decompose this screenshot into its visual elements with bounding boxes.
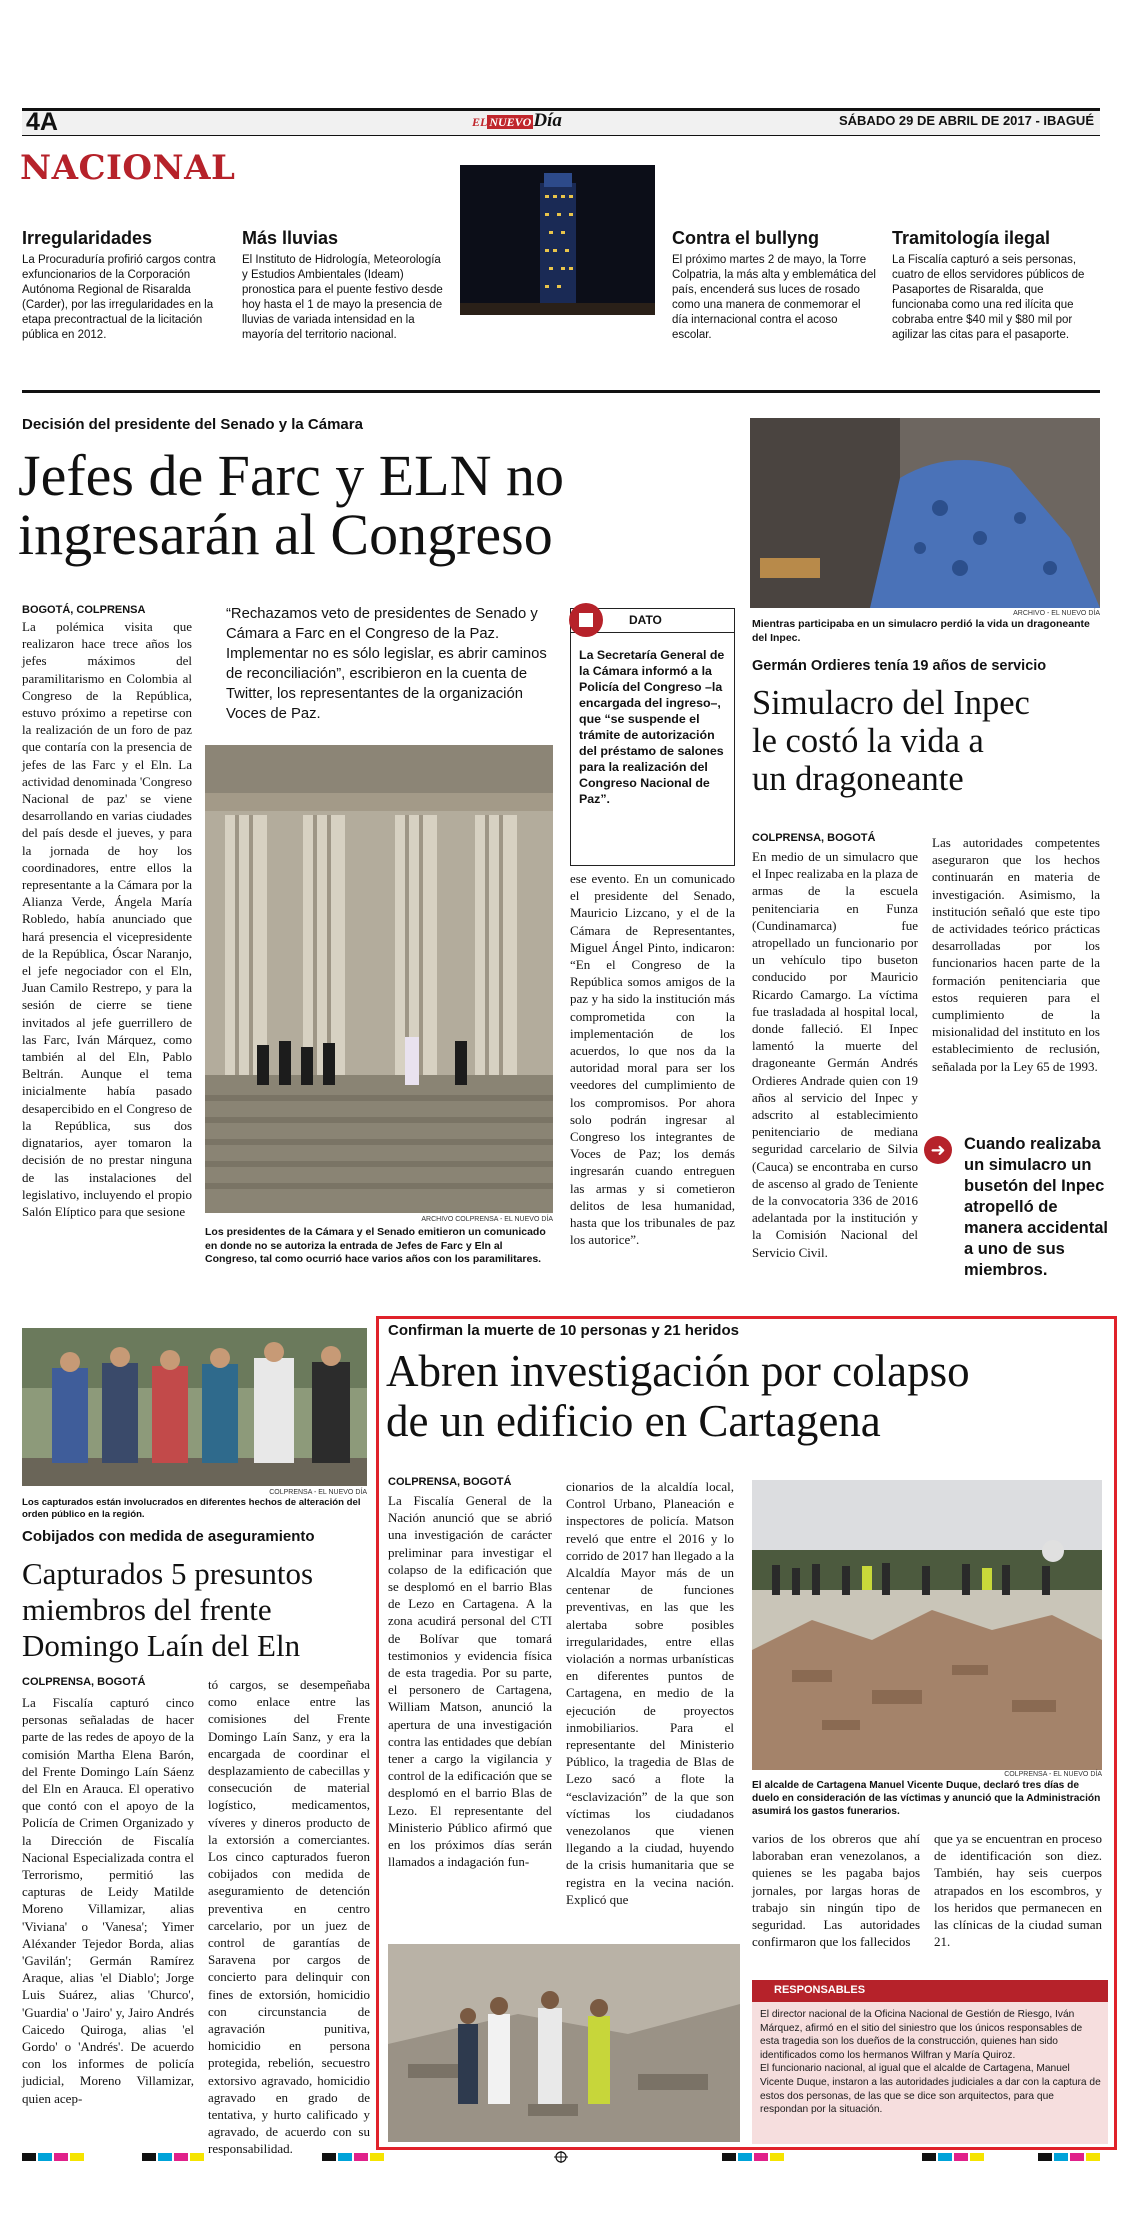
story-headline (752, 684, 1102, 798)
story-headline (386, 1346, 1114, 1446)
brief-text: El próximo martes 2 de mayo, la Torre Colpatria, la más alta y emblemática del país, encenderá sus luces de rosado como una manera de conmemorar el día internacional contra el acoso escolar. (672, 254, 876, 341)
story-headline (18, 443, 748, 568)
responsables-header (752, 1980, 1108, 2002)
callout-text: Cuando realizaba un simulacro un busetón del Inpec atropelló de manera accidental a uno de sus miembros. (964, 1135, 1108, 1279)
headline-line: le costó la vida a (752, 722, 984, 760)
photo-credit: COLPRENSA - EL NUEVO DÍA (1004, 1771, 1102, 1778)
puzzle-icon (569, 603, 603, 637)
story-kicker: Cobijados con medida de aseguramiento (22, 1528, 315, 1545)
page-number: 4A (26, 108, 58, 136)
photo-credit: ARCHIVO COLPRENSA - EL NUEVO DÍA (421, 1216, 553, 1223)
headline-line: miembros del frente (22, 1592, 272, 1627)
responsables-paragraph: El funcionario nacional, al igual que el alcalde de Cartagena, Manuel Vicente Duque, instaron a las autoridades judiciales a dar con la captura de estos dos personas, de las que se dice son arquitectos, para que respondan por la situación. (760, 2063, 1101, 2116)
headline-line: Jefes de Farc y ELN no (18, 443, 564, 508)
collapsed-building-photo (752, 1480, 1102, 1770)
story-byline: COLPRENSA, BOGOTÁ (752, 832, 876, 844)
story-body-column: En medio de un simulacro que el Inpec realizaba en la plaza de armas de la escuela penitenciaria en Funza (Cundinamarca) fue atropellado un funcionario por un vehículo tipo buseton conducido por Mauricio Ricardo Camargo. La víctima fue trasladada al hospital local, donde falleció. El Inpec lamentó la muerte del dragoneante Germán Andrés Ordieres Andrade quien con 19 años al servicio del Inpec y adscrito al establecimiento penitenciario de mediana seguridad carcelario de Silvia (Cauca) se encontraba en curso de ascenso al grado de Teniente de la convocatoria 336 de 2016 adelantada por la institución y la Comisión Nacional del Servicio Civil. (752, 849, 918, 1260)
inpec-officer-photo (750, 418, 1100, 608)
story-body-column: cionarios de la alcaldía local, Control Urbano, Planeación e inspectores de policía. Matson reveló que entre el 2016 y lo corrido de 2017 han llegado a la Alcaldía Mayor más de un centenar de funciones preventivas, en las que les alertaba sobre posibles irregularidades, entre ellas violación a normas urbanísticas en diferentes puntos de Cartagena, en medio de la ejecución de proyectos inmobiliarios. Para el representante del Ministerio Público, la tragedia de Blas de Lezo sacó a flote la “esclavización” de la que son víctimas los ciudadanos venezolanos que vienen llegando a la ciudad, huyendo de la crisis humanitaria que se registra en la vecina nación. Explicó que (566, 1479, 734, 1907)
print-registration-bar (22, 2150, 1100, 2162)
callout-box (920, 1134, 1110, 1281)
dato-header (571, 609, 734, 633)
headline-line: un dragoneante (752, 760, 964, 798)
responsables-text (760, 2008, 1102, 2117)
story-kicker: Decisión del presidente del Senado y la Cámara (22, 416, 363, 433)
story-byline: COLPRENSA, BOGOTÁ (22, 1676, 146, 1688)
story-byline: COLPRENSA, BOGOTÁ (388, 1476, 512, 1488)
story-body-column: que ya se encuentran en proceso de identificación son diez. También, hay seis cuerpos atrapados en los escombros, y los heridos que permanecen en las clínicas de la ciudad suman 21. (934, 1831, 1102, 1950)
arrow-right-icon: ➜ (924, 1136, 952, 1164)
headline-line: Capturados 5 presuntos (22, 1556, 314, 1591)
logo-word-1: EL (472, 115, 488, 129)
photo-caption: El alcalde de Cartagena Manuel Vicente Duque, declaró tres días de duelo en consideración de las víctimas y anunció que la Administración asumirá los gastos funerarios. (752, 1780, 1101, 1817)
story-byline: BOGOTÁ, COLPRENSA (22, 604, 146, 616)
dato-label: DATO (629, 613, 662, 627)
brief-title: Contra el bullyng (672, 228, 820, 248)
headline-line: Abren investigación por colapso (386, 1346, 970, 1396)
brief-title: Más lluvias (242, 228, 339, 248)
brief-item (672, 228, 877, 343)
story-body-column: La polémica visita que realizaron hace trece años los jefes máximos del paramilitarismo en Colombia al Congreso de la República, estuvo próximo a repetirse con la realización de un foro de paz que contaría con la presencia de jefes de las Farc y el Eln. La actividad denominada 'Congreso Nacional de paz' se viene desarrollando en varias ciudades del país desde el jueves, y para la jornada de hoy los coordinadores, entre ellos la representante a la Cámara por la Alianza Verde, Ángela María Robledo, había anunciado que hará presencia el vicepresidente de la República, Óscar Naranjo, el jefe negociador con el Eln, Juan Camilo Restrepo, y para la sesión de cierre se tiene invitados al jefe guerrillero de las Farc, Iván Márquez, como también al del Eln, Pablo Beltrán. Aunque el tema inicialmente había pasado desapercibido en el Congreso de la República, sus dos dignatarios, ayer tomaron la decisión de no prestar ninguna de las instalaciones del legislativo, incluyendo el propio Salón Elíptico para que sesione (22, 619, 192, 1219)
brief-title: Irregularidades (22, 228, 153, 248)
dato-text: La Secretaría General de la Cámara informó a la Policía del Congreso –la encargada del ingreso–, que “se suspende el trámite de autorización del préstamo de salones para la realización del Congreso Nacional de Paz”. (579, 648, 725, 806)
logo-word-3: Día (533, 110, 562, 131)
tower-night-photo (460, 165, 655, 315)
story-body-column: La Fiscalía General de la Nación anunció que se abrió una investigación de carácter preliminar para investigar el colapso de la edificación que se desplomó en el barrio Blas de Lezo en Cartagena. A la zona acudirá personal del CTI de Bolívar que tomará testimonios y evidencia física de esta tragedia. Por su parte, el personero de Cartagena, William Matson, anunció la apertura de una investigación contra las entidades que debían tener a cargo la vigilancia y control de la edificación que se desplomó en el barrio Blas de Lezo. El representante del Ministerio Público afirmó que en los próximos días serán llamados a indagación fun- (388, 1493, 552, 1870)
story-kicker: Confirman la muerte de 10 personas y 21 heridos (388, 1322, 739, 1339)
congress-columns-photo (205, 745, 553, 1213)
responsables-box (752, 1980, 1108, 2144)
photo-credit: ARCHIVO - EL NUEVO DÍA (1013, 610, 1100, 617)
responsables-label: RESPONSABLES (774, 1984, 866, 1996)
section-title: NACIONAL (20, 148, 236, 188)
headline-line: ingresarán al Congreso (18, 502, 553, 568)
photo-caption: Los presidentes de la Cámara y el Senado emitieron un comunicado en donde no se autoriza la entrada de Jefes de Farc y Eln al Congreso, tal como ocurrió hace varios años con los paramilitares. (205, 1226, 546, 1265)
date-line: SÁBADO 29 DE ABRIL DE 2017 - IBAGUÉ (838, 113, 1094, 128)
photo-credit: COLPRENSA - EL NUEVO DÍA (269, 1489, 367, 1496)
story-body-column: ese evento. En un comunicado el presidente del Senado, Mauricio Lizcano, y el de la Cámara de Representantes, Miguel Ángel Pinto, indicaron: “En el Congreso de la República somos amigos de la paz y ha sido la institución más comprometida con la implementación de los acuerdos, lo que nos da la autoridad moral para ser los veedores del cumplimiento de los compromisos. Por ahora solo podrán ingresar al Congreso los integrantes de Voces de Paz; los demás ingresarán cuando entreguen las armas y si cometieron delitos de lesa humanidad, hasta que los tribunales de paz los autorice”. (570, 871, 735, 1248)
headline-line: de un edificio en Cartagena (386, 1396, 881, 1446)
photo-caption: Mientras participaba en un simulacro perdió la vida un dragoneante del Inpec. (752, 618, 1090, 644)
brief-item (892, 228, 1100, 343)
photo-caption: Los capturados están involucrados en diferentes hechos de alteración del orden público en la región. (22, 1497, 361, 1520)
logo-word-2: NUEVO (489, 115, 532, 129)
newspaper-logo (472, 110, 562, 132)
captured-suspects-photo (22, 1328, 367, 1486)
brief-item (242, 228, 447, 343)
story-body-column: varios de los obreros que ahí laboraban eran venezolanos, a quienes se les pagaba bajos jornales, por largas horas de trabajo sin ningún tipo de seguridad. Las autoridades confirmaron que los fallecidos (752, 1831, 920, 1950)
brief-text: La Fiscalía capturó a seis personas, cuatro de ellos servidores públicos de Pasaportes de Risaralda, que funcionaba como una red ilícita que cobraba entre $40 mil y $80 mil por agilizar las citas para el pasaporte. (892, 254, 1085, 341)
story-headline (22, 1556, 372, 1664)
brief-item (22, 228, 227, 343)
story-body-column: Las autoridades competentes aseguraron que los hechos continuarán en materia de investigación. Asimismo, la institución señaló que este tipo de actividades teórico prácticas desarrolladas por los funcionarios hacen parte de la formación penitenciaria que estos requieren para el cumplimiento de la misionalidad del instituto en los establecimiento de reclusión, señalada por la Ley 65 de 1993. (932, 835, 1100, 1074)
section-divider (22, 390, 1100, 393)
headline-line: Simulacro del Inpec (752, 684, 1030, 722)
story-body-column: tó cargos, se desempeñaba como enlace entre las comisiones del Frente Domingo Laín Sanz, y era la encargada de coordinar el desplazamiento de cabecillas y consecución de material logístico, medicamentos, víveres y dineros producto de la extorsión a comerciantes. Los cinco capturados fueron cobijados con medida de aseguramiento de detención preventiva en centro carcelario, por un juez de control de garantías de Saravena por cargos de concierto para delinquir con fines de extorsión, homicidio con circunstancia de agravación punitiva, homicidio en persona protegida, rebelión, secuestro extorsivo agravado, homicidio agravado en grado de tentativa, y hurto calificado y agravado, de acuerdo con su responsabilidad. (208, 1677, 370, 2157)
story-body-column: La Fiscalía capturó cinco personas señaladas de hacer parte de las redes de apoyo de la comisión Martha Elena Barón, del Frente Domingo Laín Sáenz del Eln en Arauca. El operativo que contó con el apoyo de la Policía de Crimen Organizado y la Dirección de Fiscalía Nacional Especializada contra el Terrorismo, permitió las capturas de Leidy Matilde Moreno Villamizar, alias 'Viviana' o 'Vanesa'; Yimer Aléxander Tejedor Borda, alias 'Gavilán'; Germán Ramírez Araque, alias 'el Diablo'; Jorge Luis Suárez, alias 'Churco', 'Guardia' o 'Jairo' y, Jairo Andrés Caicedo Quiroga, alias 'el Gordo' o 'Andrés'. De acuerdo con los informes de policía judicial, Moreno Villamizar, quien acep- (22, 1695, 194, 2106)
brief-title: Tramitología ilegal (892, 228, 1051, 248)
story-kicker: Germán Ordieres tenía 19 años de servicio (752, 658, 1047, 674)
brief-text: El Instituto de Hidrología, Meteorología y Estudios Ambientales (Ideam) pronostica para el puente festivo desde hoy hasta el 1 de mayo la presencia de lluvias de variada intensidad en la mayoría del territorio nacional. (242, 254, 443, 341)
dato-box (570, 608, 735, 866)
pull-quote: “Rechazamos veto de presidentes de Senado y Cámara a Farc en el Congreso de la Paz. Implementar no es sólo legislar, es abrir caminos de reconciliación”, escribieron en la cuenta de Twitter, los representantes de la organización Voces de Paz. (226, 606, 547, 722)
headline-line: Domingo Laín del Eln (22, 1628, 301, 1663)
rescue-workers-photo (388, 1944, 740, 2142)
brief-text: La Procuraduría profirió cargos contra exfuncionarios de la Corporación Autónoma Regional de Risaralda (Carder), por las irregularidades en la etapa precontractual de la licitación pública en 2012. (22, 254, 216, 341)
responsables-paragraph: El director nacional de la Oficina Nacional de Gestión de Riesgo, Iván Márquez, afirmó en el sitio del siniestro que los únicos responsables de esta tragedia son los dueños de la construcción, quienes han sido identificados como los hermanos Wilfran y María Quiroz. (760, 2009, 1083, 2061)
